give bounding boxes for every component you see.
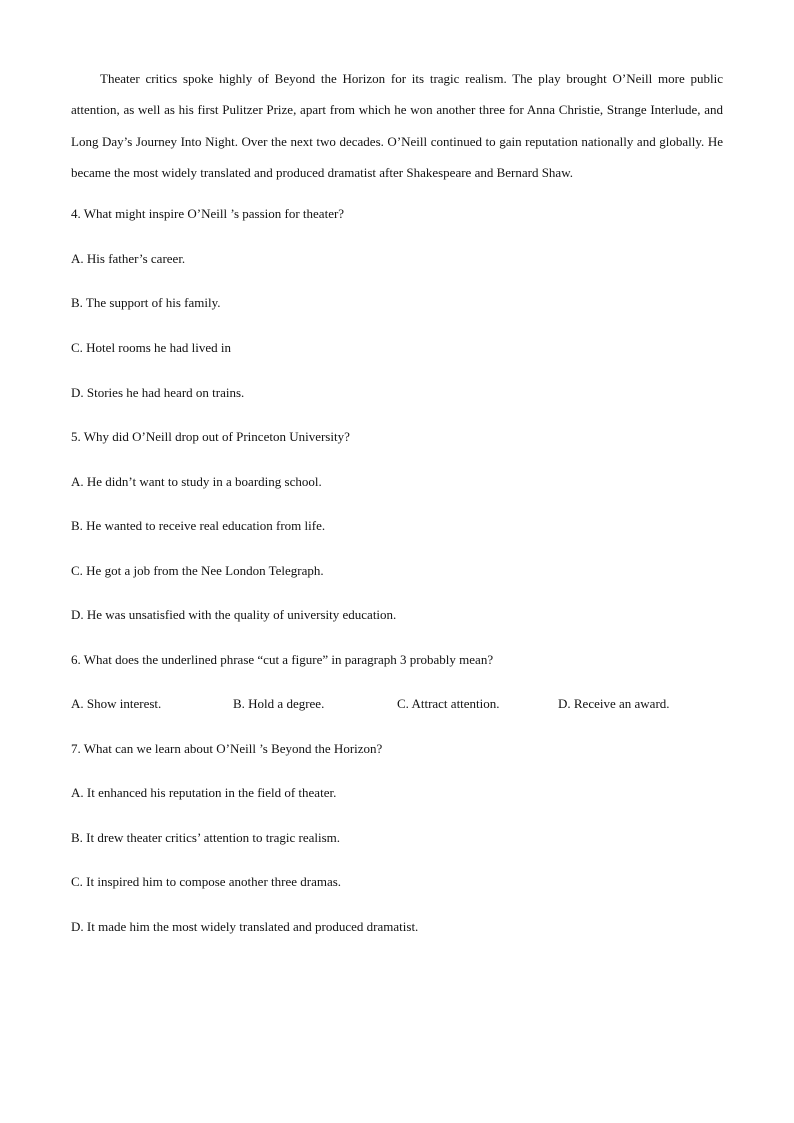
question-6-option-d: D. Receive an award. [558,696,670,711]
question-4-stem: 4. What might inspire O’Neill ’s passion for theater? [71,206,345,221]
question-6-stem: 6. What does the underlined phrase “cut a figure” in paragraph 3 probably mean? [71,652,494,667]
question-7-option-b: B. It drew theater critics’ attention to tragic realism. [71,830,341,845]
question-5-option-b: B. He wanted to receive real education from life. [71,518,326,533]
question-7-option-a: A. It enhanced his reputation in the field of theater. [71,785,337,800]
question-6-options-row [71,694,723,714]
question-5-option-c: C. He got a job from the Nee London Telegraph. [71,563,324,578]
question-5-option-d: D. He was unsatisfied with the quality of university education. [71,607,397,622]
question-4-option-c: C. Hotel rooms he had lived in [71,340,231,355]
question-4-option-b: B. The support of his family. [71,295,221,310]
question-5-option-a: A. He didn’t want to study in a boarding school. [71,474,322,489]
question-4-option-a: A. His father’s career. [71,251,186,266]
passage-paragraph: Theater critics spoke highly of Beyond the Horizon for its tragic realism. The play brought O’Neill more public attention, as well as his first Pulitzer Prize, apart from which he won another three for Anna Christie, Strange Interlude, and Long Day’s Journey Into Night. Over the next two decades. O’Neill continued to gain reputation nationally and globally. He became the most widely translated and produced dramatist after Shakespeare and Bernard Shaw. [71,71,723,180]
question-6-option-a: A. Show interest. [71,696,162,711]
question-4-option-d: D. Stories he had heard on trains. [71,385,245,400]
question-7-option-d: D. It made him the most widely translated and produced dramatist. [71,919,419,934]
question-5-stem: 5. Why did O’Neill drop out of Princeton University? [71,429,350,444]
question-6-option-b: B. Hold a degree. [233,696,325,711]
question-6-option-c: C. Attract attention. [397,696,500,711]
question-7-stem: 7. What can we learn about O’Neill ’s Beyond the Horizon? [71,741,383,756]
question-7-option-c: C. It inspired him to compose another three dramas. [71,874,342,889]
